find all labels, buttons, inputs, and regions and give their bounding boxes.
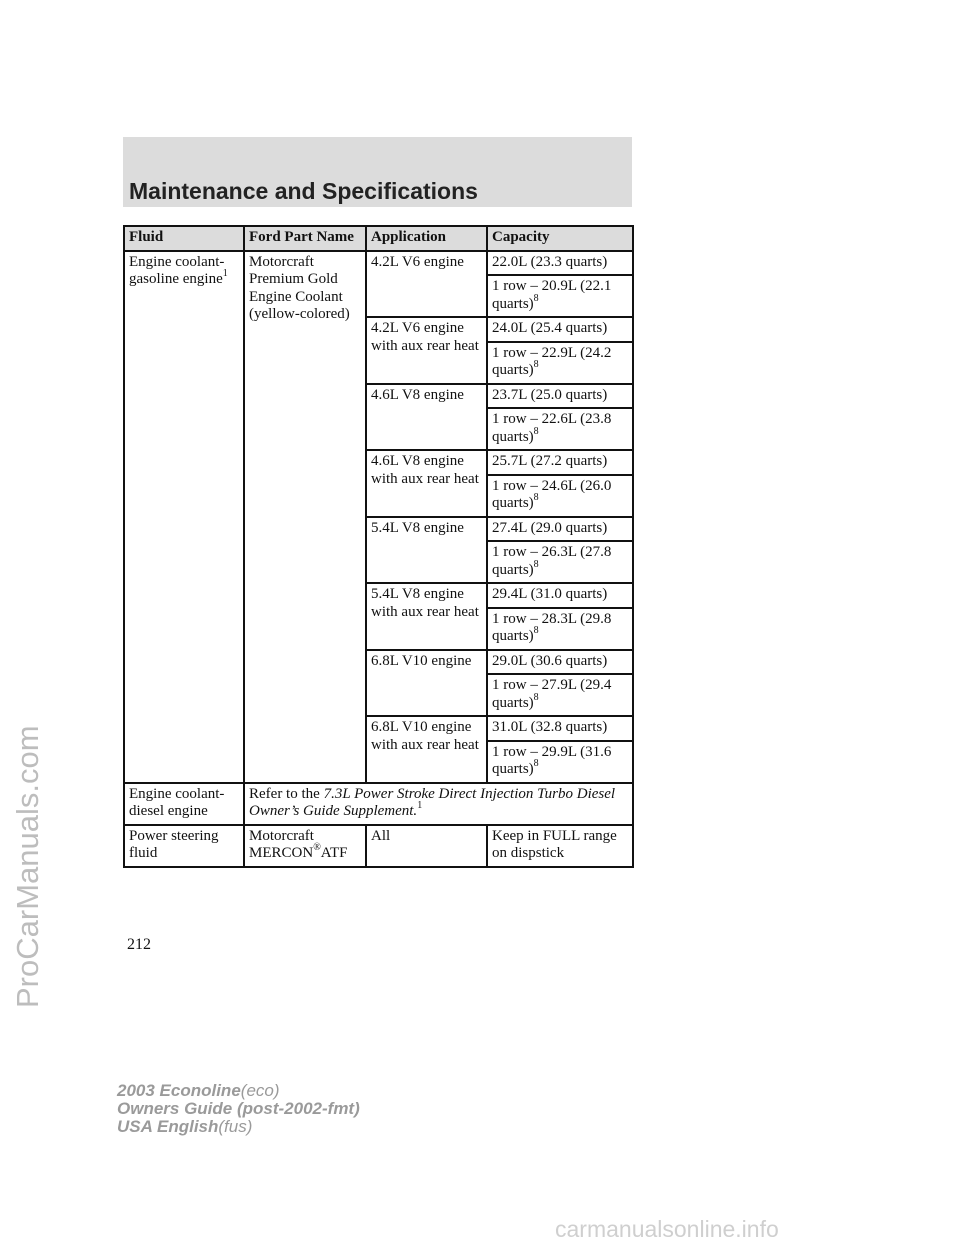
- application-cell: 6.8L V10 engine: [366, 650, 487, 717]
- footnote-marker: 8: [533, 558, 539, 570]
- footnote-marker: 8: [533, 625, 539, 636]
- capacity-cell: 29.4L (31.0 quarts): [487, 583, 633, 608]
- footer-model: 2003 Econoline: [117, 1081, 241, 1100]
- footnote-marker: 1: [222, 268, 228, 279]
- document-footer: [117, 1082, 360, 1136]
- one-row-capacity-text: 1 row – 20.9L (22.1 quarts): [492, 278, 612, 312]
- gasoline-coolant-rows: [124, 251, 633, 783]
- footnote-marker: 8: [533, 359, 539, 370]
- footer-language: USA English: [117, 1117, 219, 1136]
- one-row-capacity-cell: [487, 741, 633, 783]
- one-row-capacity-cell: [487, 541, 633, 583]
- application-cell: 4.6L V8 engine: [366, 384, 487, 451]
- part-name-cell: Motorcraft Premium Gold Engine Coolant (yellow-colored): [244, 251, 366, 783]
- one-row-capacity-text: 1 row – 22.6L (23.8 quarts): [492, 411, 612, 445]
- one-row-capacity-cell: [487, 475, 633, 517]
- one-row-capacity-cell: [487, 608, 633, 650]
- table-row: [124, 783, 633, 825]
- application-cell: 4.6L V8 engine with aux rear heat: [366, 450, 487, 517]
- capacity-cell: 27.4L (29.0 quarts): [487, 517, 633, 542]
- application-cell: 4.2L V6 engine: [366, 251, 487, 318]
- capacity-cell: 24.0L (25.4 quarts): [487, 317, 633, 342]
- table-row: [124, 825, 633, 867]
- section-title: Maintenance and Specifications: [129, 178, 478, 204]
- application-cell: 5.4L V8 engine: [366, 517, 487, 584]
- one-row-capacity-cell: [487, 674, 633, 716]
- part-name-suffix: ATF: [320, 845, 348, 861]
- watermark-text: ProCarManuals.com: [10, 725, 45, 1008]
- footer-language-code: (fus): [218, 1117, 253, 1136]
- reference-prefix: Refer to the: [249, 785, 324, 802]
- one-row-capacity-cell: [487, 342, 633, 384]
- capacity-cell: 23.7L (25.0 quarts): [487, 384, 633, 409]
- application-cell: 4.2L V6 engine with aux rear heat: [366, 317, 487, 384]
- one-row-capacity-text: 1 row – 26.3L (27.8 quarts): [492, 544, 612, 578]
- one-row-capacity-text: 1 row – 22.9L (24.2 quarts): [492, 344, 612, 378]
- reference-title: 7.3L Power Stroke Direct Injection Turbo Diesel Owner’s Guide Supplement.: [249, 785, 616, 819]
- fluid-cell: [124, 251, 244, 783]
- header-fluid: Fluid: [124, 226, 244, 251]
- header-capacity: Capacity: [487, 226, 633, 251]
- registered-mark: ®: [313, 842, 321, 853]
- one-row-capacity-text: 1 row – 28.3L (29.8 quarts): [492, 610, 612, 644]
- footer-model-code: (eco): [240, 1081, 280, 1100]
- application-cell: All: [366, 825, 487, 867]
- fluid-cell: Engine coolant-diesel engine: [124, 783, 244, 825]
- application-cell: 6.8L V10 engine with aux rear heat: [366, 716, 487, 783]
- part-name-text: Motorcraft MERCON: [249, 827, 314, 861]
- table-row: [124, 251, 633, 276]
- footnote-marker: 8: [533, 292, 539, 304]
- fluid-cell: Power steering fluid: [124, 825, 244, 867]
- site-watermark: carmanualsonline.info: [555, 1216, 779, 1242]
- capacity-cell: 29.0L (30.6 quarts): [487, 650, 633, 675]
- header-application: Application: [366, 226, 487, 251]
- footnote-marker: 8: [533, 492, 539, 503]
- part-name-cell: [244, 825, 366, 867]
- capacity-cell: 31.0L (32.8 quarts): [487, 716, 633, 741]
- fluid-text: Engine coolant-gasoline engine: [129, 253, 225, 287]
- footnote-marker: 8: [533, 425, 539, 437]
- one-row-capacity-cell: [487, 408, 633, 450]
- one-row-capacity-text: 1 row – 24.6L (26.0 quarts): [492, 477, 612, 511]
- capacity-cell: Keep in FULL range on dispstick: [487, 825, 633, 867]
- one-row-capacity-cell: [487, 275, 633, 317]
- capacity-cell: 25.7L (27.2 quarts): [487, 450, 633, 475]
- table-header-row: [124, 226, 633, 251]
- diesel-reference-cell: [244, 783, 633, 825]
- capacity-cell: 22.0L (23.3 quarts): [487, 251, 633, 276]
- footnote-marker: 8: [533, 758, 539, 769]
- footnote-marker: 1: [417, 800, 423, 811]
- header-ford-part-name: Ford Part Name: [244, 226, 366, 251]
- fluid-capacity-table: [123, 225, 634, 868]
- one-row-capacity-text: 1 row – 27.9L (29.4 quarts): [492, 677, 612, 711]
- page-number: 212: [127, 936, 151, 953]
- one-row-capacity-text: 1 row – 29.9L (31.6 quarts): [492, 743, 612, 777]
- application-cell: 5.4L V8 engine with aux rear heat: [366, 583, 487, 650]
- footer-guide: Owners Guide (post-2002-fmt): [117, 1099, 360, 1118]
- footnote-marker: 8: [533, 691, 539, 703]
